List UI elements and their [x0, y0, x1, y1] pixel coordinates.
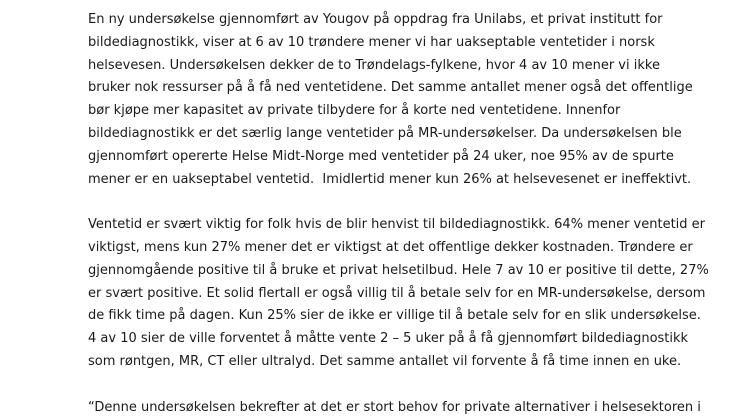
text-line: som røntgen, MR, CT eller ultralyd. Det samme antallet vil forvente å få time innen en uke.	[88, 353, 682, 369]
text-line: bildediagnostikk, viser at 6 av 10 trøndere mener vi har uakseptable ventetider i norsk	[88, 34, 655, 50]
text-line: viktigst, mens kun 27% mener det er viktigst at det offentlige dekker kostnaden. Trøndere er	[88, 239, 693, 255]
text-line: mener er en uakseptabel ventetid. Imidlertid mener kun 26% at helsevesenet er ineffektivt.	[88, 171, 692, 187]
text-line: de fikk time på dagen. Kun 25% sier de ikke er villige til å betale selv for en slik undersøkelse.	[88, 308, 701, 324]
paragraph-gap	[88, 191, 708, 214]
text-line: gjennomgående positive til å bruke et privat helsetilbud. Hele 7 av 10 er positive til dette, 27%	[88, 262, 709, 278]
text-line: bør kjøpe mer kapasitet av private tilbydere for å korte ned ventetidene. Innenfor	[88, 103, 621, 119]
text-line: “Denne undersøkelsen bekrefter at det er stort behov for private alternativer i helsesektoren i	[88, 399, 701, 415]
document-body	[88, 9, 708, 419]
paragraph-gap	[88, 374, 708, 397]
text-line: Ventetid er svært viktig for folk hvis de blir henvist til bildediagnostikk. 64% mener ventetid er	[88, 217, 706, 233]
text-line: 4 av 10 sier de ville forventet å måtte vente 2 – 5 uker på å få gjennomført bildediagnostikk	[88, 331, 689, 347]
text-line: gjennomført opererte Helse Midt-Norge med ventetider på 24 uker, noe 95% av de spurte	[88, 148, 674, 164]
paragraph-2	[88, 214, 708, 374]
text-line: bildediagnostikk er det særlig lange ventetider på MR-undersøkelser. Da undersøkelsen ble	[88, 125, 682, 141]
text-line: er svært positive. Et solid flertall er også villig til å betale selv for en MR-undersøkelse, dersom	[88, 285, 706, 301]
text-line: En ny undersøkelse gjennomført av Yougov på oppdrag fra Unilabs, et privat institutt for	[88, 12, 663, 27]
text-line: helsevesen. Undersøkelsen dekker de to Trøndelags-fylkene, hvor 4 av 10 mener vi ikke	[88, 57, 660, 73]
text-line: bruker nok ressurser på å få ned ventetidene. Det samme antallet mener også det offentlige	[88, 80, 693, 96]
paragraph-3	[88, 397, 708, 419]
paragraph-1	[88, 9, 708, 191]
